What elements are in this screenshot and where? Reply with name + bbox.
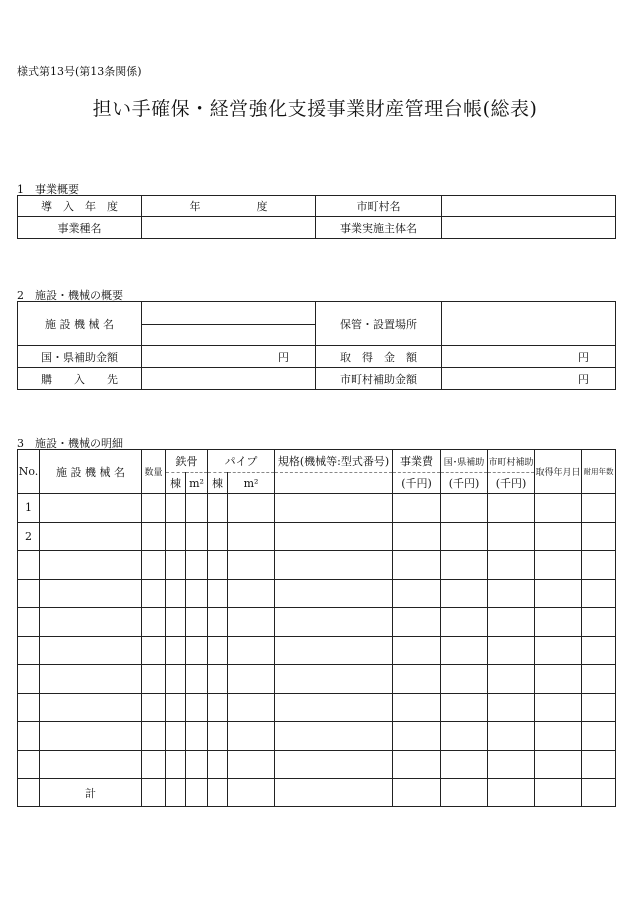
table-cell[interactable]	[535, 636, 582, 665]
table-cell[interactable]	[166, 750, 186, 779]
table-cell[interactable]	[228, 693, 275, 722]
table-row	[18, 636, 616, 665]
table-cell[interactable]	[186, 693, 208, 722]
intro-year-value[interactable]	[142, 196, 316, 217]
table-row	[18, 750, 616, 779]
table-cell[interactable]	[186, 779, 208, 807]
fiscal-unit: 度	[256, 200, 268, 213]
table-cell[interactable]	[535, 693, 582, 722]
table-cell[interactable]	[142, 579, 166, 608]
table-cell[interactable]	[208, 579, 228, 608]
table-cell[interactable]	[535, 522, 582, 551]
table-row	[18, 551, 616, 580]
row-number: 2	[18, 522, 40, 551]
table-cell[interactable]	[166, 665, 186, 694]
table-cell[interactable]	[275, 665, 393, 694]
table-cell[interactable]	[228, 665, 275, 694]
table-cell[interactable]	[441, 665, 488, 694]
col-name-header: 施 設 機 械 名	[40, 450, 142, 494]
table-cell[interactable]	[535, 779, 582, 807]
table-cell[interactable]	[275, 750, 393, 779]
table-cell[interactable]	[535, 722, 582, 751]
unit-bldg: 棟	[166, 473, 186, 494]
table-cell[interactable]	[208, 665, 228, 694]
table-row	[18, 693, 616, 722]
table-row	[18, 522, 616, 551]
subsidy-amount-label: 国・県補助金額	[18, 346, 142, 368]
table-cell[interactable]	[582, 693, 616, 722]
col-spec-header: 規格(機械等:型式番号)	[275, 450, 393, 473]
table-cell[interactable]	[166, 608, 186, 637]
page-title: 担い手確保・経営強化支援事業財産管理台帳(総表)	[92, 98, 538, 120]
purchase-source-value[interactable]	[142, 368, 316, 390]
municipality-value[interactable]	[442, 196, 616, 217]
table-cell[interactable]	[40, 494, 142, 523]
table-cell[interactable]	[393, 750, 441, 779]
table-cell[interactable]	[488, 750, 535, 779]
table-cell[interactable]	[142, 636, 166, 665]
table-cell[interactable]	[186, 750, 208, 779]
table-cell[interactable]	[393, 665, 441, 694]
section3-heading: 3 施設・機械の明細	[17, 437, 123, 450]
table-cell[interactable]	[142, 750, 166, 779]
table-cell[interactable]	[142, 665, 166, 694]
col-steel-header: 鉄骨	[166, 450, 208, 473]
col-acq-date-header: 取得年月日	[535, 450, 582, 494]
table-cell[interactable]	[488, 608, 535, 637]
table-cell[interactable]	[393, 693, 441, 722]
table-cell[interactable]	[441, 608, 488, 637]
table-cell[interactable]	[208, 693, 228, 722]
table-cell[interactable]	[488, 665, 535, 694]
col-pref-header: 国･県補助	[441, 450, 488, 473]
project-overview-table	[17, 195, 616, 239]
table-cell[interactable]	[142, 722, 166, 751]
row-number	[18, 665, 40, 694]
col-no-header: No.	[18, 450, 40, 494]
table-cell[interactable]	[441, 779, 488, 807]
year-unit: 年	[189, 200, 201, 213]
table-cell[interactable]	[186, 608, 208, 637]
table-cell[interactable]	[228, 722, 275, 751]
table-cell[interactable]	[40, 665, 142, 694]
table-cell[interactable]	[393, 579, 441, 608]
table-cell[interactable]	[228, 608, 275, 637]
table-cell[interactable]	[275, 722, 393, 751]
table-cell[interactable]	[535, 579, 582, 608]
table-cell[interactable]	[40, 750, 142, 779]
unit-kyen: (千円)	[488, 473, 535, 494]
table-cell[interactable]	[142, 551, 166, 580]
table-cell[interactable]	[166, 494, 186, 523]
table-cell[interactable]	[186, 494, 208, 523]
municipality-label: 市町村名	[316, 196, 442, 217]
form-number: 様式第13号(第13条関係)	[17, 65, 142, 78]
table-cell[interactable]	[208, 750, 228, 779]
implementer-label: 事業実施主体名	[316, 217, 442, 239]
col-muni-header: 市町村補助	[488, 450, 535, 473]
col-cost-header: 事業費	[393, 450, 441, 473]
table-cell[interactable]	[228, 522, 275, 551]
table-cell[interactable]	[393, 522, 441, 551]
table-cell[interactable]	[228, 494, 275, 523]
table-cell[interactable]	[228, 750, 275, 779]
table-cell[interactable]	[275, 779, 393, 807]
row-number	[18, 693, 40, 722]
table-cell[interactable]	[393, 551, 441, 580]
purchase-source-label: 購 入 先	[18, 368, 142, 390]
table-cell[interactable]	[166, 693, 186, 722]
row-number	[18, 551, 40, 580]
facility-overview-table	[17, 301, 616, 390]
table-cell[interactable]	[275, 551, 393, 580]
table-cell[interactable]	[441, 522, 488, 551]
table-cell[interactable]	[208, 494, 228, 523]
table-cell[interactable]	[208, 522, 228, 551]
table-cell[interactable]	[582, 579, 616, 608]
col-pipe-header: パイプ	[208, 450, 275, 473]
table-cell[interactable]	[142, 494, 166, 523]
table-cell[interactable]	[142, 779, 166, 807]
table-cell[interactable]	[228, 636, 275, 665]
table-cell[interactable]	[488, 522, 535, 551]
table-cell[interactable]	[40, 693, 142, 722]
table-cell[interactable]	[488, 722, 535, 751]
table-cell[interactable]	[441, 579, 488, 608]
facility-name-divider	[142, 324, 315, 325]
table-cell[interactable]	[535, 551, 582, 580]
facility-name-value[interactable]	[142, 302, 316, 346]
table-cell[interactable]	[166, 579, 186, 608]
table-cell[interactable]	[166, 779, 186, 807]
table-cell[interactable]	[441, 722, 488, 751]
table-cell[interactable]	[441, 494, 488, 523]
table-cell[interactable]	[40, 608, 142, 637]
table-cell[interactable]	[40, 636, 142, 665]
table-cell[interactable]	[535, 494, 582, 523]
section2-heading: 2 施設・機械の概要	[17, 289, 123, 302]
table-cell[interactable]	[535, 750, 582, 779]
table-cell[interactable]	[275, 608, 393, 637]
table-cell[interactable]	[142, 693, 166, 722]
table-cell[interactable]	[40, 551, 142, 580]
table-cell[interactable]	[488, 779, 535, 807]
table-row	[18, 722, 616, 751]
table-cell[interactable]	[186, 636, 208, 665]
table-cell[interactable]	[441, 636, 488, 665]
project-type-label: 事業種名	[18, 217, 142, 239]
table-cell[interactable]	[582, 750, 616, 779]
table-cell[interactable]	[582, 779, 616, 807]
row-number	[18, 636, 40, 665]
table-cell[interactable]	[582, 551, 616, 580]
table-cell[interactable]	[441, 750, 488, 779]
acquisition-amount-label: 取 得 金 額	[316, 346, 442, 368]
table-cell[interactable]	[488, 494, 535, 523]
table-cell[interactable]	[535, 665, 582, 694]
table-cell[interactable]	[488, 551, 535, 580]
table-cell[interactable]	[228, 551, 275, 580]
table-cell[interactable]	[393, 494, 441, 523]
table-cell[interactable]	[275, 579, 393, 608]
table-cell[interactable]	[186, 665, 208, 694]
table-cell[interactable]	[582, 636, 616, 665]
unit-kyen: (千円)	[441, 473, 488, 494]
storage-location-value[interactable]	[442, 302, 616, 346]
table-cell[interactable]	[393, 636, 441, 665]
row-number	[18, 750, 40, 779]
table-cell[interactable]	[186, 722, 208, 751]
row-number	[18, 608, 40, 637]
table-cell[interactable]	[393, 779, 441, 807]
table-cell[interactable]	[166, 722, 186, 751]
table-cell[interactable]	[142, 608, 166, 637]
table-cell[interactable]	[40, 579, 142, 608]
section1-heading: 1 事業概要	[17, 183, 79, 196]
table-cell[interactable]	[582, 494, 616, 523]
storage-location-label: 保管・設置場所	[316, 302, 442, 346]
unit-kyen: (千円)	[393, 473, 441, 494]
table-cell[interactable]	[166, 636, 186, 665]
municipal-subsidy-label: 市町村補助金額	[316, 368, 442, 390]
total-label: 計	[40, 779, 142, 807]
table-cell[interactable]	[275, 522, 393, 551]
total-no-cell	[18, 779, 40, 807]
table-cell[interactable]	[582, 665, 616, 694]
unit-bldg: 棟	[208, 473, 228, 494]
table-cell[interactable]	[582, 608, 616, 637]
intro-year-label: 導 入 年 度	[18, 196, 142, 217]
table-cell[interactable]	[208, 636, 228, 665]
acquisition-amount-value[interactable]	[442, 346, 616, 368]
table-row	[18, 608, 616, 637]
table-cell[interactable]	[488, 693, 535, 722]
yen-unit: 円	[578, 372, 589, 386]
unit-m2: m²	[228, 473, 275, 494]
col-life-header: 耐用年数	[582, 450, 616, 494]
table-cell[interactable]	[208, 551, 228, 580]
table-cell[interactable]	[208, 779, 228, 807]
table-cell[interactable]	[488, 636, 535, 665]
table-cell[interactable]	[228, 779, 275, 807]
table-cell[interactable]	[441, 693, 488, 722]
implementer-value[interactable]	[442, 217, 616, 239]
project-type-value[interactable]	[142, 217, 316, 239]
table-cell[interactable]	[40, 522, 142, 551]
table-cell[interactable]	[40, 722, 142, 751]
table-row	[18, 665, 616, 694]
table-cell[interactable]	[186, 551, 208, 580]
table-cell[interactable]	[166, 551, 186, 580]
total-row	[18, 779, 616, 807]
yen-unit: 円	[578, 350, 589, 364]
col-qty-header: 数量	[142, 450, 166, 494]
row-number	[18, 722, 40, 751]
table-row	[18, 494, 616, 523]
table-cell[interactable]	[208, 722, 228, 751]
table-cell[interactable]	[441, 551, 488, 580]
table-row	[18, 579, 616, 608]
table-cell[interactable]	[582, 722, 616, 751]
table-cell[interactable]	[228, 579, 275, 608]
table-cell[interactable]	[275, 636, 393, 665]
row-number	[18, 579, 40, 608]
table-cell[interactable]	[393, 722, 441, 751]
facility-name-label: 施 設 機 械 名	[18, 302, 142, 346]
subsidy-amount-value[interactable]	[142, 346, 316, 368]
spec-unit-cell	[275, 473, 393, 494]
facility-detail-table	[17, 449, 616, 807]
unit-m2: m²	[186, 473, 208, 494]
row-number: 1	[18, 494, 40, 523]
table-cell[interactable]	[186, 522, 208, 551]
table-cell[interactable]	[166, 522, 186, 551]
table-cell[interactable]	[488, 579, 535, 608]
table-cell[interactable]	[275, 494, 393, 523]
table-cell[interactable]	[142, 522, 166, 551]
table-cell[interactable]	[535, 608, 582, 637]
table-cell[interactable]	[393, 608, 441, 637]
table-cell[interactable]	[275, 693, 393, 722]
municipal-subsidy-value[interactable]	[442, 368, 616, 390]
yen-unit: 円	[278, 350, 289, 364]
table-cell[interactable]	[582, 522, 616, 551]
table-cell[interactable]	[186, 579, 208, 608]
table-cell[interactable]	[208, 608, 228, 637]
